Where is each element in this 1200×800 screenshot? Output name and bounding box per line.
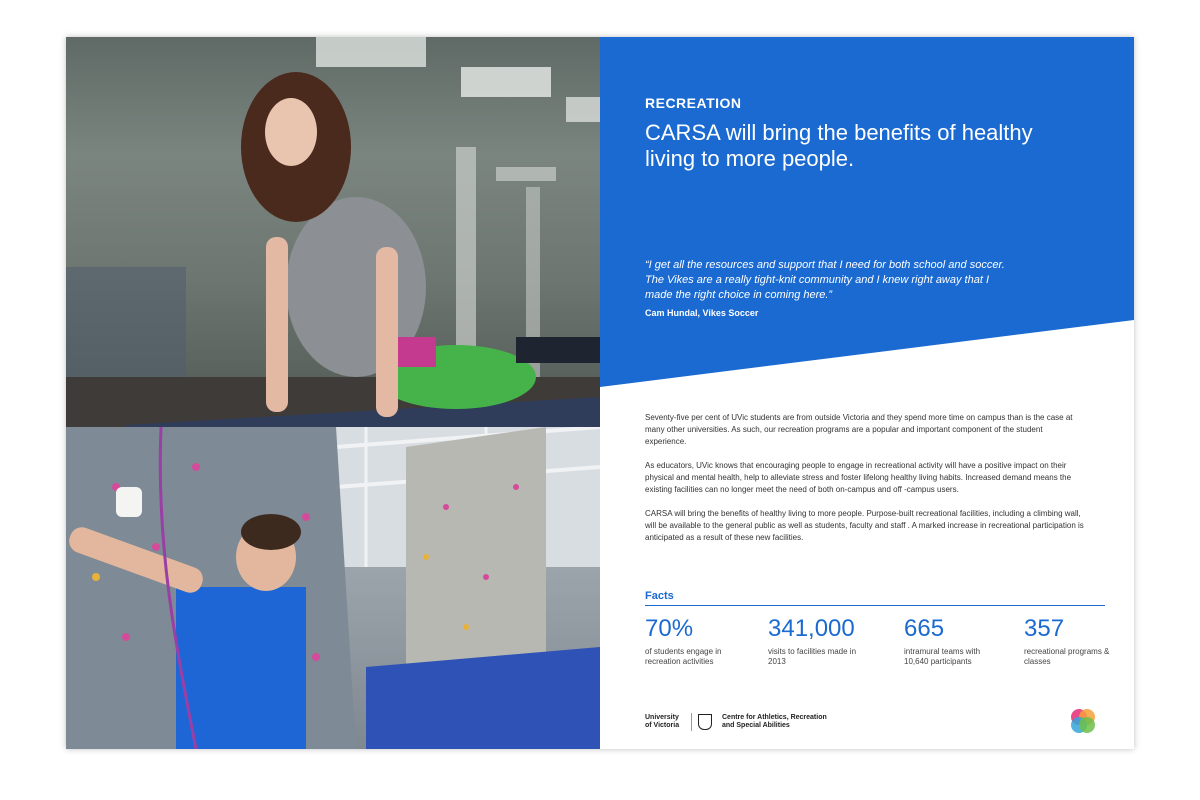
university-wordmark: University of Victoria <box>645 714 680 729</box>
fact-item <box>1024 615 1114 667</box>
brochure-spread <box>66 37 1134 749</box>
aspire-logo-icon <box>1068 706 1098 736</box>
section-headline: CARSA will bring the benefits of healthy living to more people. <box>645 120 1033 171</box>
section-kicker: RECREATION <box>645 95 742 111</box>
fact-item <box>645 615 735 667</box>
fact-label: recreational programs & classes <box>1024 647 1110 666</box>
fact-label: intramural teams with 10,640 participants <box>904 647 981 666</box>
body-copy <box>645 412 1085 556</box>
gym-photo <box>66 37 600 437</box>
footer-logos <box>645 713 832 731</box>
fact-item <box>904 615 994 667</box>
fact-label: of students engage in recreation activities <box>645 647 722 666</box>
fact-item <box>768 615 858 667</box>
logo-divider <box>691 713 692 731</box>
centre-wordmark: Centre for Athletics, Recreation and Special Abilities <box>722 714 827 729</box>
fact-value: 70% <box>645 615 694 642</box>
testimonial-quote: “I get all the resources and support that I need for both school and soccer. The Vikes are a really tight-knit community and I knew right away that I made the right choice in coming here.” <box>645 259 1005 301</box>
climbing-wall-photo <box>66 427 600 749</box>
fact-value: 341,000 <box>768 615 855 642</box>
body-paragraph: As educators, UVic knows that encouraging people to engage in recreational activity will have a positive impact on their physical and mental health, help to alleviate stress and foster lifelong healthy living habits. Increased demand means the existing facilities can no longer meet the need of both on-campus and off -campus users. <box>645 461 1072 494</box>
uvic-crest-icon <box>698 714 712 730</box>
fact-value: 665 <box>904 615 945 642</box>
body-paragraph: Seventy-five per cent of UVic students are from outside Victoria and they spend more time on campus than is the case at many other universities. As such, our recreation programs are a popular and important component of the student experience. <box>645 413 1073 446</box>
facts-divider <box>645 605 1105 606</box>
gym-photo-illustration <box>66 37 600 437</box>
facts-heading: Facts <box>645 590 674 602</box>
blue-header-panel <box>600 37 1134 387</box>
fact-label: visits to facilities made in 2013 <box>768 647 857 666</box>
climbing-wall-illustration <box>66 427 600 749</box>
body-paragraph: CARSA will bring the benefits of healthy living to more people. Purpose-built recreational facilities, including a climbing wall, will be available to the general public as well as students, faculty and staff . A marked increase in recreational participation is anticipated as a result of these new facilities. <box>645 509 1084 542</box>
fact-value: 357 <box>1024 615 1065 642</box>
testimonial-author: Cam Hundal, Vikes Soccer <box>645 308 759 318</box>
photo-page <box>66 37 600 749</box>
text-page <box>600 37 1134 749</box>
